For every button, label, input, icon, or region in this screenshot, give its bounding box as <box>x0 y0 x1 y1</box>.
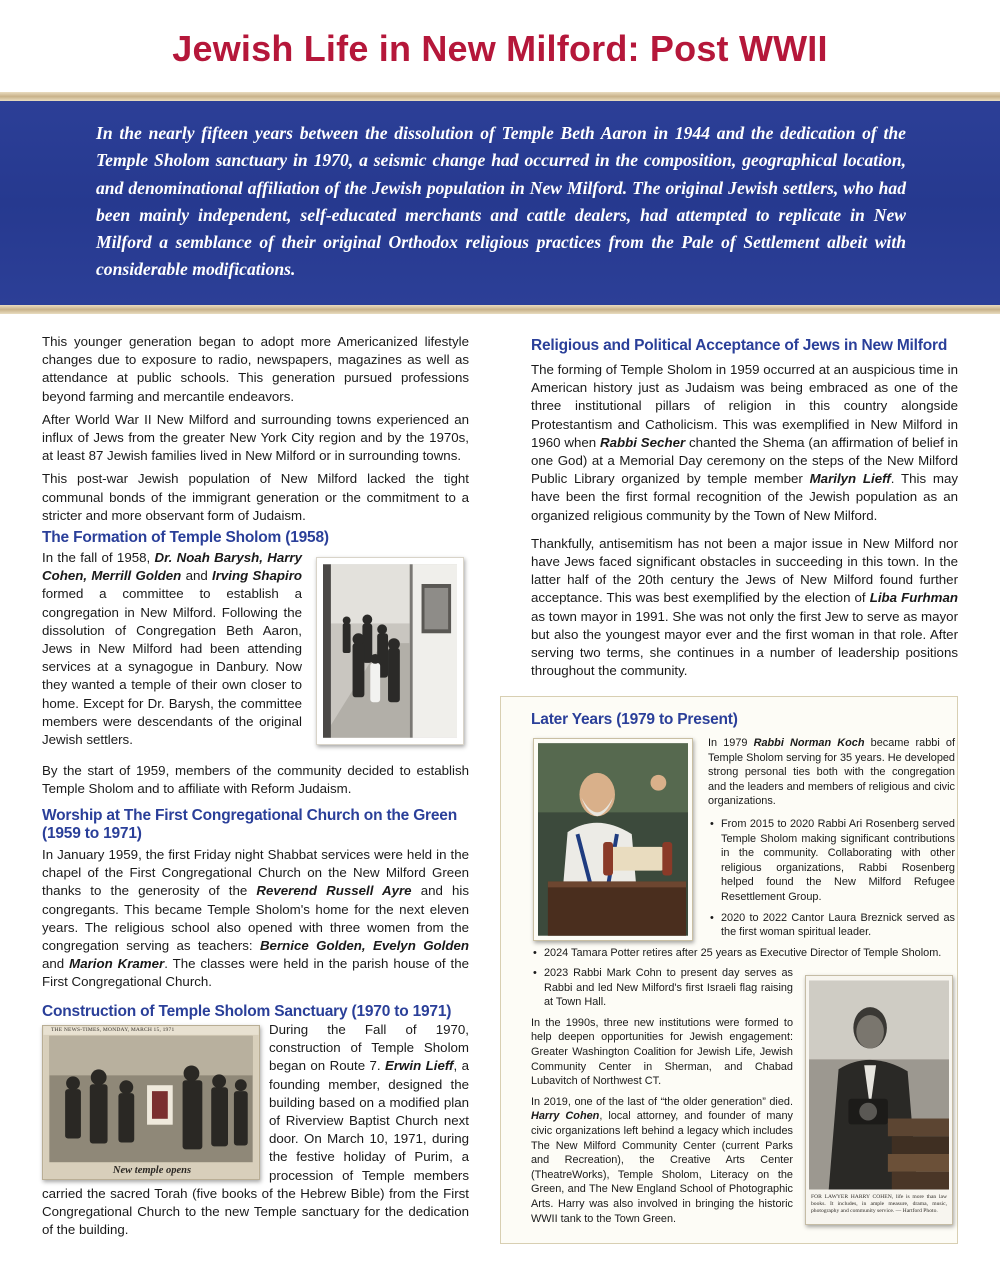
photo-procession-1958 <box>316 557 464 745</box>
clipping-caption: New temple opens <box>112 1165 192 1176</box>
section-heading-worship <box>42 807 469 843</box>
procession-photo-image <box>323 564 457 738</box>
text-run: , a founding member, designed the building based on a modified plan of Riverview Baptist Church next door. On March 10, 1971, during the festive holiday of Purim, a procession of Temple members carried the sacred Torah (five books of the Hebrew Bible) from the First Congregational Church to the new Temple sanctuary for the dedication of the building. <box>42 1058 469 1238</box>
text-run: In 1979 <box>708 737 754 749</box>
paragraph <box>42 549 302 749</box>
person-name: Irving Shapiro <box>212 568 302 584</box>
person-names: Dr. Noah Barysh, Harry Cohen, Merrill Golden <box>42 550 302 584</box>
list-item: • 2023 Rabbi Mark Cohn to present day serves as Rabbi and led New Milford's first Israeli flag raising at Town Hall. <box>531 966 793 1010</box>
intro-text: In the nearly fifteen years between the dissolution of Temple Beth Aaron in 1944 and the dedication of the Temple Sholom sanctuary in 1970, a seismic change had occurred in the composition, geographical location, and denominational affiliation of the Jewish population in New Milford. The original Jewish settlers, who had been mainly independent, self-educated merchants and cattle dealers, had attempted to replicate in New Milford a semblance of their original Orthodox religious practices from the Pale of Settlement albeit with considerable modifications. <box>96 123 906 280</box>
text-run: as town mayor in 1991. She was not only the first Jew to serve as mayor but also the youngest mayor ever and the first woman in that role. After serving two terms, she continues in a number of leadership positions throughout the community. <box>531 608 958 679</box>
later-years-list <box>708 817 955 940</box>
paragraph: This younger generation began to adopt more Americanized lifestyle changes due to exposure to radio, newspapers, magazines as well as attendance at public schools. This generation pursued professions beyond farming and mercantile endeavors. <box>42 334 469 404</box>
portrait-rabbi-koch <box>533 738 693 941</box>
paragraph <box>42 1021 469 1239</box>
later-years-list <box>531 966 793 1010</box>
paragraph: After World War II New Milford and surrounding towns experienced an influx of Jews from the greater New York City region and by the 1970s, at least 87 Jewish families lived in New Milford or in surrounding towns. <box>42 411 469 464</box>
text-run: and <box>42 956 70 972</box>
heading-line: (1959 to 1971) <box>42 825 142 842</box>
left-column <box>42 333 469 530</box>
later-years-text-full <box>531 946 956 967</box>
acceptance-text <box>531 361 958 685</box>
person-name: Marilyn Lieff <box>809 471 891 487</box>
gold-rule-top <box>0 92 1000 101</box>
section-heading-construction: Construction of Temple Sholom Sanctuary (1970 to 1971) <box>42 1003 452 1020</box>
construction-text <box>42 1021 469 1244</box>
list-item: • 2020 to 2022 Cantor Laura Breznick served as the first woman spiritual leader. <box>708 911 955 940</box>
text-run: Thankfully, antisemitism has not been a major issue in New Milford nor have Jews faced significant obstacles in succeeding in this town. In the latter half of the 20th century the Jews of New Milford found further acceptance. This was best exemplified by the election of <box>531 535 958 606</box>
person-names: Bernice Golden, Evelyn Golden <box>259 938 469 954</box>
paragraph <box>708 736 955 809</box>
text-run: In the fall of 1958, <box>42 550 155 565</box>
paragraph: This post-war Jewish population of New Milford lacked the tight communal bonds of the immigrant generation or the commitment to a stricter and more observant form of Judaism. <box>42 471 469 523</box>
text-run: formed a committee to establish a congregation in New Milford. Following the dissolution of Congregation Beth Aaron, Jews in New Milford had been attending services at a synagogue in Danbury. Now they wanted a temple of their own closer to home. Except for Dr. Barysh, the committee members were descendants of the original Jewish settlers. <box>42 586 302 748</box>
section-heading-formation: The Formation of Temple Sholom (1958) <box>42 529 329 546</box>
text-run: became rabbi of Temple Sholom serving for 35 years. He developed strong personal ties both with the congregation and the leaders and members of religious and civic organizations. <box>708 737 955 808</box>
paragraph <box>531 361 958 525</box>
later-years-text-right <box>708 736 955 946</box>
paragraph <box>531 1095 793 1226</box>
heading-line: Worship at The First Congregational Church on the Green <box>42 807 457 824</box>
text-run: . The classes were held in the parish house of the First Congregational Church. <box>42 956 469 990</box>
text-run: During the Fall of 1970, construction of Temple Sholom began on Route 7. <box>269 1022 469 1074</box>
image-spacer <box>42 1021 269 1181</box>
person-name: Erwin Lieff <box>385 1058 454 1074</box>
person-name: Harry Cohen <box>531 1110 600 1123</box>
later-years-list <box>531 946 956 961</box>
text-run: The forming of Temple Sholom in 1959 occurred at an auspicious time in American history just as Judaism was being embraced as one of the three institutional pillars of religion in this country alongside Protestantism and Catholicism. This was exemplified in New Milford in 1960 when <box>531 362 958 450</box>
list-item: • 2024 Tamara Potter retires after 25 years as Executive Director of Temple Sholom. <box>531 946 956 961</box>
person-name: Rabbi Secher <box>600 434 686 450</box>
person-name: Reverend Russell Ayre <box>256 883 412 899</box>
paragraph <box>531 535 958 681</box>
text-run: chanted the Shema (an affirmation of belief in one God) at a Memorial Day ceremony on the steps of the New Milford Public Library organized by temple member <box>531 434 958 487</box>
text-run: In 2019, one of the last of “the older generation” died. <box>531 1095 793 1108</box>
text-run: and <box>181 568 213 584</box>
paragraph <box>42 846 469 992</box>
person-name: Marion Kramer <box>69 956 165 972</box>
photo-caption: FOR LAWYER HARRY COHEN, life is more than law books. It includes, in ample measure, drama, music, photography and community service. — Hartford Photo. <box>811 1194 947 1214</box>
section-heading-acceptance: Religious and Political Acceptance of Jews in New Milford <box>531 337 948 354</box>
rabbi-koch-painting <box>538 743 688 936</box>
section-heading-later-years: Later Years (1979 to Present) <box>531 711 738 728</box>
text-run: , local attorney, and founder of many civic organizations left behind a legacy which includes The New Milford Community Center (current Parks and Recreation), the Creative Arts Center (TheatreWorks), Temple Sholom, Literacy on the Green, and The New England School of Photographic Arts. Harry was also involved in bringing the historic WWII tank to the Town Green. <box>531 1110 793 1225</box>
paragraph: In the 1990s, three new institutions were formed to help deepen opportunities for Jewish engagement: Greater Washington Coalition for Jewish Life, Jewish Community Center in Sherman, and Chabad Lubavitch of Northwest CT. <box>531 1016 793 1088</box>
photo-harry-cohen <box>805 975 953 1225</box>
list-item: • From 2015 to 2020 Rabbi Ari Rosenberg served Temple Sholom making significant contributions in the community. Collaborating with other religious organizations, Rabbi Rosenberg helped found the New Milford Refugee Resettlement Group. <box>708 817 955 905</box>
paragraph: By the start of 1959, members of the community decided to establish Temple Sholom and to affiliate with Reform Judaism. <box>42 763 469 797</box>
clipping-header: THE NEWS-TIMES, MONDAY, MARCH 15, 1971 <box>51 1027 175 1033</box>
page-title: Jewish Life in New Milford: Post WWII <box>172 28 828 69</box>
text-run: . This may have been the first formal recognition of the Jewish population as an organized religious community by the Town of New Milford. <box>531 471 958 523</box>
person-name: Liba Furhman <box>869 590 958 606</box>
harry-cohen-image <box>809 979 949 1191</box>
text-run: In January 1959, the first Friday night Shabbat services were held in the chapel of the First Congregational Church on the New Milford Green thanks to the generosity of the <box>42 847 469 899</box>
person-name: Rabbi Norman Koch <box>753 737 865 749</box>
later-years-text-left <box>531 966 793 1232</box>
formation-after <box>42 762 469 803</box>
gold-rule-bottom <box>0 305 1000 314</box>
text-run: and his congregants. This became Temple Sholom's home for the next eleven years. The religious school also opened with three women from the congregation serving as teachers: <box>42 883 470 954</box>
formation-text <box>42 549 302 754</box>
worship-text <box>42 846 469 997</box>
